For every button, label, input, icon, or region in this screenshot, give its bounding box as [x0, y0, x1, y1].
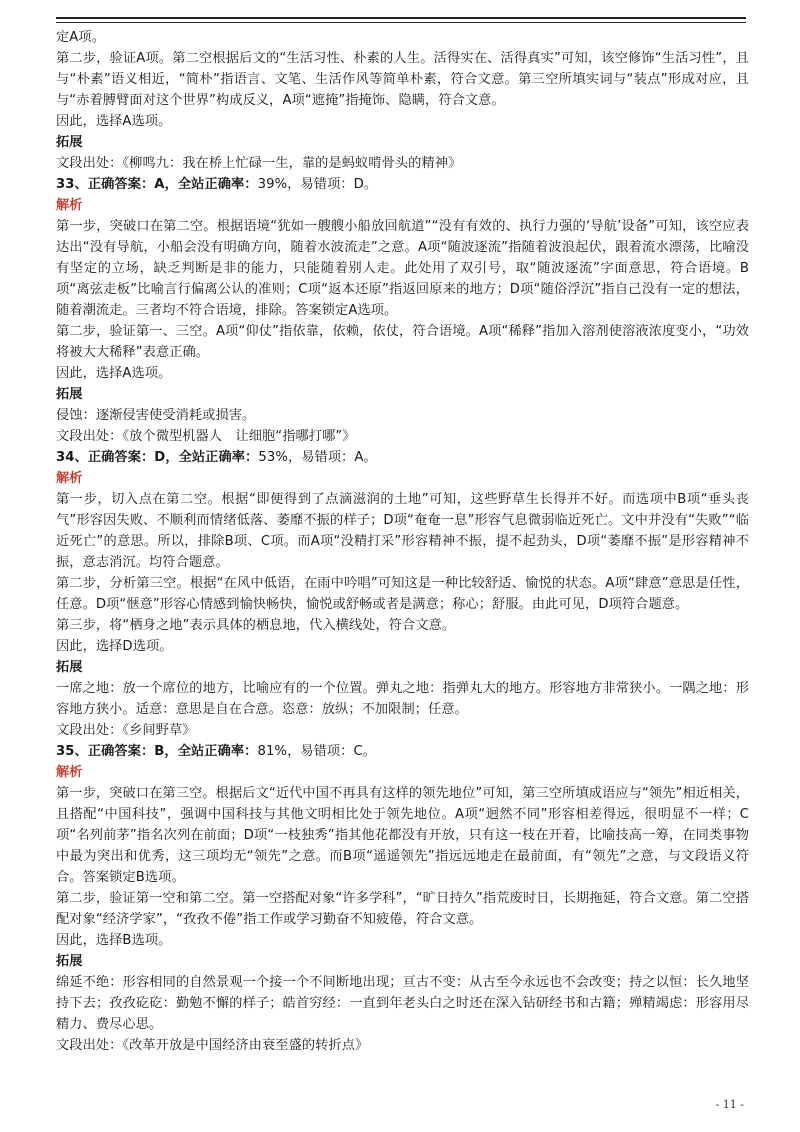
header-rule-thin [56, 22, 746, 23]
paragraph: 绵延不绝：形容相同的自然景观一个接一个不间断地出现；亘古不变：从古至今永远也不会改变；持之以恒：长久地坚持下去；孜孜矻矻：勤勉不懈的样子；皓首穷经：一直到年老头白之时还在深入钻研经书和古籍；殚精竭虑：形容用尽精力、费尽心思。 [56, 975, 749, 1032]
section-heading: 拓展 [56, 660, 83, 675]
paragraph: 因此，选择D选项。 [56, 639, 173, 654]
paragraph: 侵蚀：逐渐侵害使受消耗或损害。 [56, 408, 256, 423]
section-heading: 拓展 [56, 135, 83, 150]
paragraph: 文段出处：《柳鸣九：我在桥上忙碌一生，靠的是蚂蚁啃骨头的精神》 [56, 156, 462, 171]
paragraph: 定A项。 [56, 30, 105, 45]
answer-stats: 39%，易错项：D。 [257, 177, 378, 192]
paragraph: 第二步，分析第三空。根据“在风中低语，在雨中吟唱”可知这是一种比较舒适、愉悦的状态。A项“肆意”意思是任性，任意。D项“惬意”形容心情感到愉快畅快，愉悦或舒畅或者是满意；称心；舒服。由此可见，D项符合题意。 [56, 576, 749, 612]
paragraph: 第一步，切入点在第二空。根据“即便得到了点滴滋润的土地”可知，这些野草生长得并不好。而选项中B项“垂头丧气”形容因失败、不顺利而情绪低落、萎靡不振的样子；D项“奄奄一息”形容气息微弱临近死亡。文中并没有“失败”“临近死亡”的意思。所以，排除B项、C项。而A项“没精打采”形容精神不振，提不起劲头，D项“萎靡不振”是形容精神不振，意志消沉。均符合题意。 [56, 492, 749, 570]
paragraph: 文段出处：《改革开放是中国经济由衰至盛的转折点》 [56, 1038, 369, 1053]
answer-label: 34、正确答案：D，全站正确率： [56, 450, 259, 465]
paragraph: 文段出处：《乡间野草》 [56, 723, 196, 738]
answer-stats: 81%，易错项：C。 [257, 744, 377, 759]
answer-line [56, 741, 749, 762]
analysis-heading: 解析 [56, 471, 83, 486]
analysis-heading: 解析 [56, 765, 83, 780]
document-body [56, 27, 749, 1056]
paragraph: 第一步，突破口在第三空。根据后文“近代中国不再具有这样的领先地位”可知，第三空所填成语应与“领先”相近相关，且搭配“中国科技”，强调中国科技与其他文明相比处于领先地位。A项“迥然不同”形容相差得远，很明显不一样；C项“名列前茅”指名次列在前面；D项“一枝独秀”指其他花都没有开放，只有这一枝在开着，比喻技高一筹，在同类事物中最为突出和优秀，这三项均无“领先”之意。而B项“遥遥领先”指远远地走在最前面，有“领先”之意，与文段语义符合。答案锁定B选项。 [56, 786, 749, 885]
paragraph: 第二步，验证A项。第二空根据后文的“生活习性、朴素的人生。活得实在、活得真实”可知，该空修饰“生活习性”，且与“朴素”语义相近，“简朴”指语言、文笔、生活作风等简单朴素，符合文意。第三空所填实词与“装点”形成对应，且与“赤着膊臂面对这个世界”构成反义，A项“遮掩”指掩饰、隐瞒，符合文意。 [56, 51, 749, 108]
answer-line [56, 174, 749, 195]
paragraph: 第二步，验证第一空和第二空。第一空搭配对象“许多学科”，“旷日持久”指荒废时日，长期拖延，符合文意。第二空搭配对象“经济学家”，“孜孜不倦”指工作或学习勤奋不知疲倦，符合文意。 [56, 891, 749, 927]
paragraph: 第三步，将“栖身之地”表示具体的栖息地，代入横线处，符合文意。 [56, 618, 456, 633]
paragraph: 第二步，验证第一、三空。A项“仰仗”指依靠，依赖，依仗，符合语境。A项“稀释”指加入溶剂使溶液浓度变小，“功效将被大大稀释”表意正确。 [56, 324, 749, 360]
answer-line [56, 447, 749, 468]
paragraph: 一席之地：放一个席位的地方，比喻应有的一个位置。弹丸之地：指弹丸大的地方。形容地方非常狭小。一隅之地：形容地方狭小。适意：意思是自在合意。恣意：放纵；不加限制；任意。 [56, 681, 749, 717]
page-number: - 11 - [715, 1098, 744, 1111]
section-heading: 拓展 [56, 387, 83, 402]
section-heading: 拓展 [56, 954, 83, 969]
answer-label: 35、正确答案：B，全站正确率： [56, 744, 258, 759]
paragraph: 因此，选择A选项。 [56, 366, 172, 381]
answer-label: 33、正确答案：A，全站正确率： [56, 177, 258, 192]
paragraph: 因此，选择A选项。 [56, 114, 172, 129]
analysis-heading: 解析 [56, 198, 83, 213]
header-rule-thick [56, 17, 746, 19]
paragraph: 第一步，突破口在第二空。根据语境“犹如一艘艘小船放回航道”“没有有效的、执行力强的‘导航’设备”可知，该空应表达出“没有导航，小船会没有明确方向，随着水波流走”之意。A项“随波逐流”指随着波浪起伏，跟着流水漂荡，比喻没有坚定的立场，缺乏判断是非的能力，只能随着别人走。此处用了双引号，取“随波逐流”字面意思，符合语境。B项“离弦走板”比喻言行偏离公认的准则；C项“返本还原”指返回原来的地方；D项“随俗浮沉”指自己没有一定的想法，随着潮流走。三者均不符合语境，排除。答案锁定A选项。 [56, 219, 749, 318]
answer-stats: 53%，易错项：A。 [258, 450, 377, 465]
paragraph: 文段出处：《放个微型机器人 让细胞“指哪打哪”》 [56, 429, 356, 444]
paragraph: 因此，选择B选项。 [56, 933, 172, 948]
